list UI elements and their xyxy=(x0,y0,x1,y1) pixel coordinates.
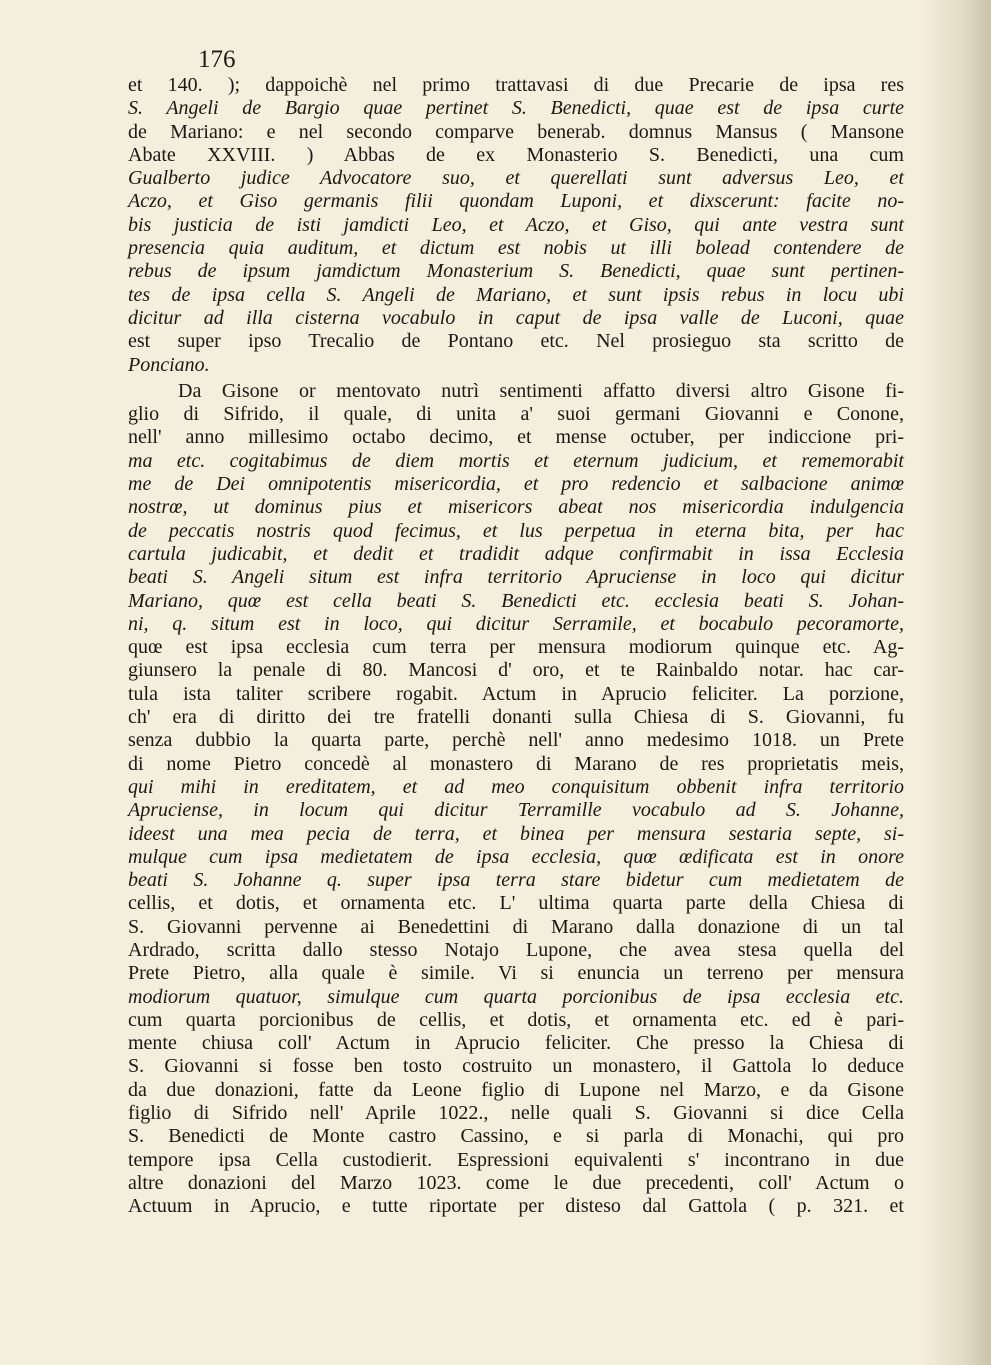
text-line: qui mihi in ereditatem, et ad meo conquisitum obbenit infra territorio xyxy=(128,775,904,798)
text-line: S. Benedicti de Monte castro Cassino, e si parla di Monachi, qui pro xyxy=(128,1125,904,1148)
text-line: Prete Pietro, alla quale è simile. Vi si enuncia un terreno per mensura xyxy=(128,962,904,985)
text-line: senza dubbio la quarta parte, perchè nell' anno medesimo 1018. un Prete xyxy=(128,729,904,752)
body-text xyxy=(128,74,904,1219)
text-line: bis justicia de isti jamdicti Leo, et Aczo, et Giso, qui ante vestra sunt xyxy=(128,213,904,236)
page-edge-shadow xyxy=(921,0,991,1365)
text-line: Da Gisone or mentovato nutrì sentimenti affatto diversi altro Gisone fi- xyxy=(178,379,904,402)
text-line: tes de ipsa cella S. Angeli de Mariano, et sunt ipsis rebus in locu ubi xyxy=(128,283,904,306)
text-line: cum quarta porcionibus de cellis, et dotis, et ornamenta etc. ed è pari- xyxy=(128,1008,904,1031)
text-line: figlio di Sifrido nell' Aprile 1022., nelle quali S. Giovanni si dice Cella xyxy=(128,1102,904,1125)
text-line: nell' anno millesimo octabo decimo, et mense octuber, per indiccione pri- xyxy=(128,426,904,449)
text-line: Mariano, quœ est cella beati S. Benedicti etc. ecclesia beati S. Johan- xyxy=(128,589,904,612)
text-line: et 140. ); dappoichè nel primo trattavasi di due Precarie de ipsa res xyxy=(128,74,904,96)
text-line: quœ est ipsa ecclesia cum terra per mensura modiorum quinque etc. Ag- xyxy=(128,636,904,659)
text-line: de peccatis nostris quod fecimus, et lus perpetua in eterna bita, per hac xyxy=(128,519,904,542)
text-line: dicitur ad illa cisterna vocabulo in caput de ipsa valle de Luconi, quae xyxy=(128,306,904,329)
text-line: altre donazioni del Marzo 1023. come le due precedenti, coll' Actum o xyxy=(128,1171,904,1194)
text-line: ideest una mea pecia de terra, et binea per mensura sestaria septe, si- xyxy=(128,822,904,845)
text-line: glio di Sifrido, il quale, di unita a' suoi germani Giovanni e Conone, xyxy=(128,403,904,426)
text-line: cellis, et dotis, et ornamenta etc. L' ultima quarta parte della Chiesa di xyxy=(128,892,904,915)
text-line: modiorum quatuor, simulque cum quarta porcionibus de ipsa ecclesia etc. xyxy=(128,985,904,1008)
text-line: beati S. Johanne q. super ipsa terra stare bidetur cum medietatem de xyxy=(128,869,904,892)
text-line: rebus de ipsum jamdictum Monasterium S. Benedicti, quae sunt pertinen- xyxy=(128,260,904,283)
text-line: ma etc. cogitabimus de diem mortis et eternum judicium, et rememorabit xyxy=(128,449,904,472)
text-line: tempore ipsa Cella custodierit. Espressioni equivalenti s' incontrano in due xyxy=(128,1148,904,1171)
text-line: Ardrado, scritta dallo stesso Notajo Lupone, che avea stesa quella del xyxy=(128,938,904,961)
text-line: ch' era di diritto dei tre fratelli donanti sulla Chiesa di S. Giovanni, fu xyxy=(128,706,904,729)
text-line: Gualberto judice Advocatore suo, et querellati sunt adversus Leo, et xyxy=(128,167,904,190)
text-line: giunsero la penale di 80. Mancosi d' oro, et te Rainbaldo notar. hac car- xyxy=(128,659,904,682)
text-line: da due donazioni, fatte da Leone figlio di Lupone nel Marzo, e da Gisone xyxy=(128,1078,904,1101)
text-line: tula ista taliter scribere rogabit. Actum in Aprucio feliciter. La porzione, xyxy=(128,682,904,705)
text-line: presencia quia auditum, et dictum est nobis ut illi bolead contendere de xyxy=(128,237,904,260)
text-line: Ponciano. xyxy=(128,353,210,376)
text-line: beati S. Angeli situm est infra territorio Apruciense in loco qui dicitur xyxy=(128,566,904,589)
text-line: Aczo, et Giso germanis filii quondam Luponi, et dixscerunt: facite no- xyxy=(128,190,904,213)
text-line: mulque cum ipsa medietatem de ipsa ecclesia, quœ œdificata est in onore xyxy=(128,845,904,868)
text-line: di nome Pietro concedè al monastero di Marano de res proprietatis meis, xyxy=(128,752,904,775)
text-line: mente chiusa coll' Actum in Aprucio feliciter. Che presso la Chiesa di xyxy=(128,1032,904,1055)
text-line: ni, q. situm est in loco, qui dicitur Serramile, et bocabulo pecoramorte, xyxy=(128,612,904,635)
text-line: nostrœ, ut dominus pius et misericors abeat nos misericordia indulgencia xyxy=(128,496,904,519)
text-line: me de Dei omnipotentis misericordia, et pro redencio et salbacione animœ xyxy=(128,473,904,496)
text-line: Actuum in Aprucio, e tutte riportate per disteso dal Gattola ( p. 321. et xyxy=(128,1195,904,1218)
text-line: Abate XXVIII. ) Abbas de ex Monasterio S. Benedicti, una cum xyxy=(128,143,904,166)
text-line: de Mariano: e nel secondo comparve benerab. domnus Mansus ( Mansone xyxy=(128,120,904,143)
text-line: est super ipso Trecalio de Pontano etc. Nel prosieguo sta scritto de xyxy=(128,330,904,353)
page-number: 176 xyxy=(198,46,236,73)
text-line: S. Giovanni si fosse ben tosto costruito un monastero, il Gattola lo deduce xyxy=(128,1055,904,1078)
text-line: S. Angeli de Bargio quae pertinet S. Benedicti, quae est de ipsa curte xyxy=(128,97,904,120)
text-line: Apruciense, in locum qui dicitur Terramille vocabulo ad S. Johanne, xyxy=(128,799,904,822)
text-line: cartula judicabit, et dedit et tradidit adque confirmabit in issa Ecclesia xyxy=(128,542,904,565)
text-line: S. Giovanni pervenne ai Benedettini di Marano dalla donazione di un tal xyxy=(128,915,904,938)
